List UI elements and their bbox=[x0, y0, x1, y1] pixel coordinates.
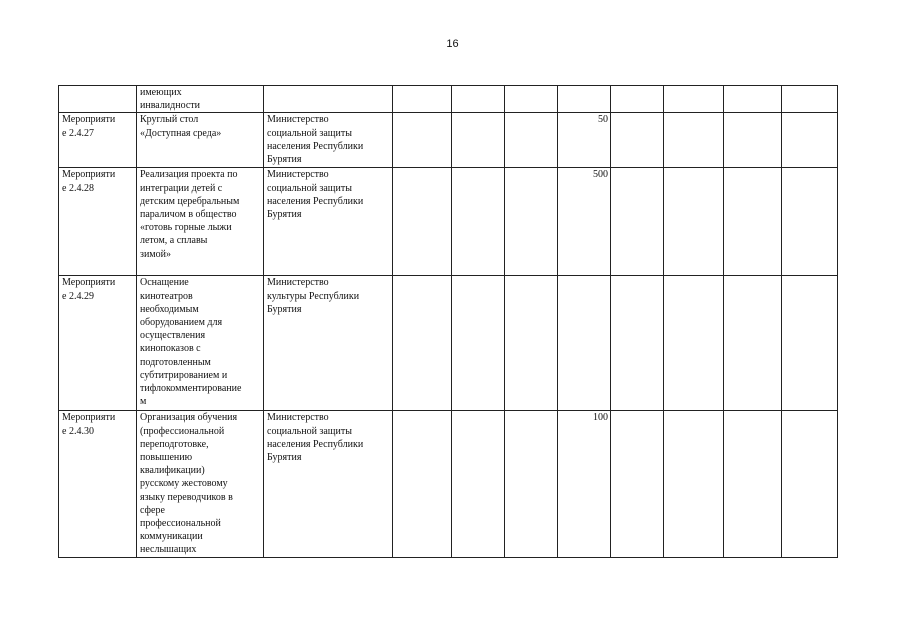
value-cell bbox=[724, 276, 782, 411]
value-cell bbox=[558, 86, 611, 113]
value-cell bbox=[452, 276, 505, 411]
value-cell bbox=[611, 411, 664, 557]
value-cell bbox=[611, 86, 664, 113]
value-cell bbox=[611, 276, 664, 411]
table-row bbox=[59, 411, 838, 557]
value-cell: 500 bbox=[558, 168, 611, 276]
value-cell bbox=[611, 113, 664, 168]
table-row bbox=[59, 86, 838, 113]
measure-name-cell: Круглый стол «Доступная среда» bbox=[137, 113, 264, 168]
value-cell bbox=[782, 113, 838, 168]
value-cell bbox=[558, 276, 611, 411]
table-row bbox=[59, 168, 838, 276]
value-cell bbox=[452, 411, 505, 557]
value-cell bbox=[393, 86, 452, 113]
measure-id-cell: Мероприяти е 2.4.27 bbox=[59, 113, 137, 168]
executor-cell bbox=[264, 86, 393, 113]
page-number: 16 bbox=[446, 38, 459, 50]
value-cell bbox=[505, 168, 558, 276]
value-cell bbox=[393, 276, 452, 411]
value-cell bbox=[664, 276, 724, 411]
value-cell bbox=[782, 86, 838, 113]
value-cell bbox=[452, 113, 505, 168]
measures-table bbox=[58, 85, 838, 558]
executor-cell: Министерство культуры Республики Бурятия bbox=[264, 276, 393, 411]
measure-id-cell: Мероприяти е 2.4.29 bbox=[59, 276, 137, 411]
value-cell bbox=[782, 411, 838, 557]
value-cell bbox=[664, 113, 724, 168]
measure-name-cell: Организация обучения (профессиональной переподготовке, повышению квалификации) русскому жестовому языку переводчиков в сфере профессиональной коммуникации неслышащих bbox=[137, 411, 264, 557]
table-row bbox=[59, 276, 838, 411]
measure-id-cell: Мероприяти е 2.4.30 bbox=[59, 411, 137, 557]
value-cell: 50 bbox=[558, 113, 611, 168]
table-row bbox=[59, 113, 838, 168]
value-cell bbox=[505, 86, 558, 113]
value-cell bbox=[782, 168, 838, 276]
measure-name-cell: Оснащение кинотеатров необходимым оборудованием для осуществления кинопоказов с подготовленным субтитрированием и тифлокомментирование м bbox=[137, 276, 264, 411]
value-cell bbox=[664, 168, 724, 276]
value-cell bbox=[724, 113, 782, 168]
measure-id-cell bbox=[59, 86, 137, 113]
measure-name-cell: имеющих инвалидности bbox=[137, 86, 264, 113]
value-cell bbox=[724, 411, 782, 557]
value-cell: 100 bbox=[558, 411, 611, 557]
value-cell bbox=[505, 276, 558, 411]
value-cell bbox=[505, 411, 558, 557]
value-cell bbox=[393, 168, 452, 276]
value-cell bbox=[664, 86, 724, 113]
value-cell bbox=[724, 86, 782, 113]
value-cell bbox=[664, 411, 724, 557]
executor-cell: Министерство социальной защиты населения Республики Бурятия bbox=[264, 168, 393, 276]
value-cell bbox=[505, 113, 558, 168]
value-cell bbox=[393, 411, 452, 557]
executor-cell: Министерство социальной защиты населения Республики Бурятия bbox=[264, 113, 393, 168]
value-cell bbox=[393, 113, 452, 168]
value-cell bbox=[452, 168, 505, 276]
value-cell bbox=[724, 168, 782, 276]
value-cell bbox=[611, 168, 664, 276]
measure-name-cell: Реализация проекта по интеграции детей с детским церебральным параличом в общество «готовь горные лыжи летом, а сплавы зимой» bbox=[137, 168, 264, 276]
value-cell bbox=[452, 86, 505, 113]
value-cell bbox=[782, 276, 838, 411]
executor-cell: Министерство социальной защиты населения Республики Бурятия bbox=[264, 411, 393, 557]
measure-id-cell: Мероприяти е 2.4.28 bbox=[59, 168, 137, 276]
